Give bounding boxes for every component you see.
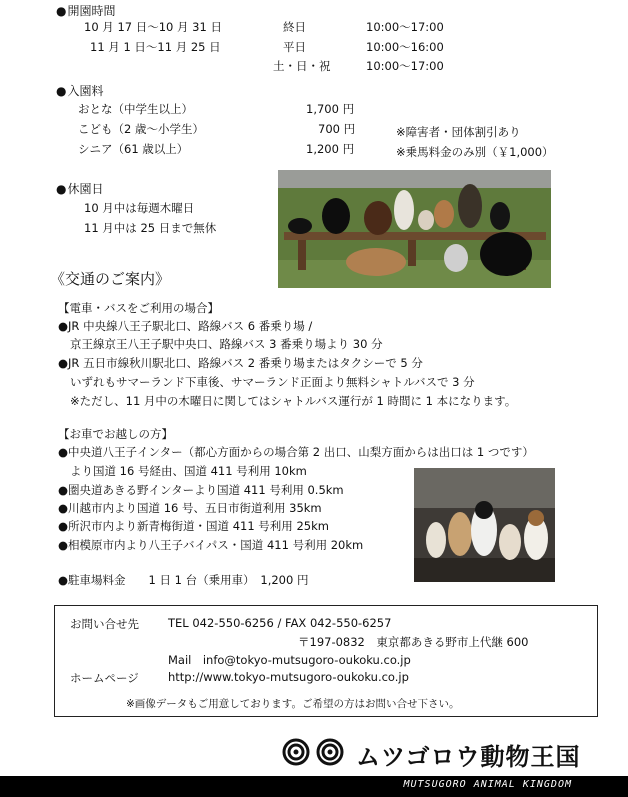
contact-note: ※画像データもご用意しております。ご希望の方はお問い合せ下さい。 xyxy=(126,698,460,710)
fee-price-senior: 1,200 円 xyxy=(306,142,355,156)
homepage-url[interactable]: http://www.tokyo-mutsugoro-oukoku.co.jp xyxy=(168,670,409,684)
train-line-5: ※ただし、11 月中の木曜日に関してはシャトルバス運行が 1 時間に 1 本になります。 xyxy=(70,394,517,408)
hours-days-3: 土・日・祝 xyxy=(273,59,331,73)
hours-time-1: 10:00～17:00 xyxy=(366,20,444,34)
fee-note-horse: ※乗馬料金のみ別（￥1,000） xyxy=(396,145,554,159)
train-line-4: いずれもサマーランド下車後、サマーランド正面より無料シャトルバスで 3 分 xyxy=(70,375,475,389)
hours-days-2: 平日 xyxy=(283,40,306,54)
fee-price-child: 700 円 xyxy=(318,122,356,136)
hours-period-1: 10 月 17 日～10 月 31 日 xyxy=(84,20,222,34)
fee-label-adult: おとな（中学生以上） xyxy=(78,102,193,116)
car-line-6: ●相模原市内より八王子バイパス・国道 411 号利用 20km xyxy=(58,538,364,552)
fees-heading: ● 入園料 xyxy=(56,82,104,99)
hours-time-2: 10:00～16:00 xyxy=(366,40,444,54)
car-line-5: ●所沢市内より新青梅街道・国道 411 号利用 25km xyxy=(58,519,329,533)
cats-photo xyxy=(414,468,555,582)
homepage-label: ホームページ xyxy=(70,671,139,685)
brand-name-ja: ムツゴロウ動物王国 xyxy=(356,743,581,771)
car-line-1: ●中央道八王子インター（都心方面からの場合第 2 出口、山梨方面からは出口は 1 つです） xyxy=(58,445,534,459)
train-heading: 【電車・バスをご利用の場合】 xyxy=(58,301,219,315)
train-line-3: ●JR 五日市線秋川駅北口、路線バス 2 番乗り場またはタクシーで 5 分 xyxy=(58,356,423,370)
hours-time-3: 10:00～17:00 xyxy=(366,59,444,73)
brand-name-en: MUTSUGORO ANIMAL KINGDOM xyxy=(403,779,572,790)
train-line-1: ●JR 中央線八王子駅北口、路線バス 6 番乗り場 / xyxy=(58,319,313,333)
parking-fee: ●駐車場料金 1 日 1 台（乗用車） 1,200 円 xyxy=(58,573,309,587)
contact-tel-fax: TEL 042-550-6256 / FAX 042-550-6257 xyxy=(168,616,392,630)
car-line-2: より国道 16 号経由、国道 411 号利用 10km xyxy=(70,464,307,478)
hours-heading: ● 開園時間 xyxy=(56,2,116,19)
car-heading: 【お車でお越しの方】 xyxy=(58,427,173,441)
hours-period-2: 11 月 1 日～11 月 25 日 xyxy=(90,40,221,54)
car-line-4: ●川越市内より国道 16 号、五日市街道利用 35km xyxy=(58,501,322,515)
fee-label-child: こども（2 歳～小学生） xyxy=(78,122,204,136)
contact-label: お問い合せ先 xyxy=(70,617,139,631)
hours-days-1: 終日 xyxy=(283,20,306,34)
train-line-2: 京王線京王八王子駅中央口、路線バス 3 番乗り場より 30 分 xyxy=(70,337,383,351)
access-title: 《交通のご案内》 xyxy=(50,270,171,288)
contact-address: 〒197-0832 東京都あきる野市上代継 600 xyxy=(298,635,529,649)
fee-label-senior: シニア（61 歳以上） xyxy=(78,142,189,156)
contact-mail[interactable]: Mail info@tokyo-mutsugoro-oukoku.co.jp xyxy=(168,653,411,667)
dogs-photo xyxy=(278,170,551,288)
closed-line-1: 10 月中は毎週木曜日 xyxy=(84,201,195,215)
logo-spiral-icon-2 xyxy=(316,738,344,766)
closed-heading: ● 休園日 xyxy=(56,180,104,197)
car-line-3: ●圏央道あきる野インターより国道 411 号利用 0.5km xyxy=(58,483,344,497)
fee-price-adult: 1,700 円 xyxy=(306,102,355,116)
fee-note-discount: ※障害者・団体割引あり xyxy=(396,125,521,139)
closed-line-2: 11 月中は 25 日まで無休 xyxy=(84,221,217,235)
logo-spiral-icon xyxy=(282,738,310,766)
